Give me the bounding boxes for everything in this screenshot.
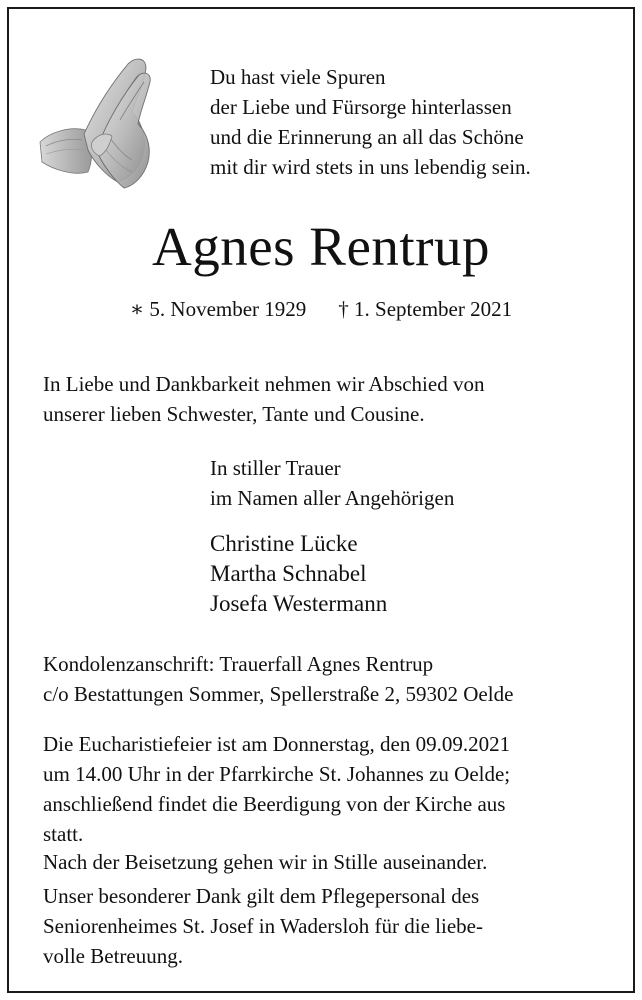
life-dates [0, 294, 642, 324]
text-line: In stiller Trauer [210, 456, 341, 480]
mourner-names [210, 529, 387, 619]
text-line: Seniorenheimes St. Josef in Wadersloh für die liebe- [43, 914, 483, 938]
text-line: Die Eucharistiefeier ist am Donnerstag, den 09.09.2021 [43, 732, 511, 756]
mourning-line [210, 453, 454, 513]
text-line: Unser besonderer Dank gilt dem Pflegepersonal des [43, 884, 480, 908]
text-line: um 14.00 Uhr in der Pfarrkirche St. Johannes zu Oelde; [43, 762, 511, 786]
condolence-address [43, 649, 513, 709]
text-line: volle Betreuung. [43, 944, 183, 968]
text-line: In Liebe und Dankbarkeit nehmen wir Abschied von [43, 372, 485, 396]
poem-line: Du hast viele Spuren [210, 65, 386, 89]
text-line: unserer lieben Schwester, Tante und Cousine. [43, 402, 425, 426]
burial-note [43, 847, 487, 877]
praying-hands-icon [36, 50, 168, 190]
text-line: anschließend findet die Beerdigung von der Kirche aus [43, 792, 506, 816]
text-line: Kondolenzanschrift: Trauerfall Agnes Rentrup [43, 652, 434, 676]
text-line: statt. [43, 822, 84, 846]
mourner-name: Martha Schnabel [210, 561, 367, 586]
mourner-name: Josefa Westermann [210, 591, 388, 616]
poem-line: mit dir wird stets in uns lebendig sein. [210, 155, 531, 179]
birth-date: ∗ 5. November 1929 [129, 297, 307, 321]
service-info [43, 729, 510, 849]
poem [210, 62, 531, 182]
death-date: † 1. September 2021 [338, 297, 513, 321]
thanks-note [43, 881, 483, 971]
farewell-text [43, 369, 484, 429]
text-line: c/o Bestattungen Sommer, Spellerstraße 2, 59302 Oelde [43, 682, 514, 706]
deceased-name: Agnes Rentrup [152, 216, 490, 277]
poem-line: der Liebe und Fürsorge hinterlassen [210, 95, 512, 119]
text-line: Nach der Beisetzung gehen wir in Stille auseinander. [43, 850, 488, 874]
mourner-name: Christine Lücke [210, 531, 358, 556]
poem-line: und die Erinnerung an all das Schöne [210, 125, 524, 149]
text-line: im Namen aller Angehörigen [210, 486, 455, 510]
